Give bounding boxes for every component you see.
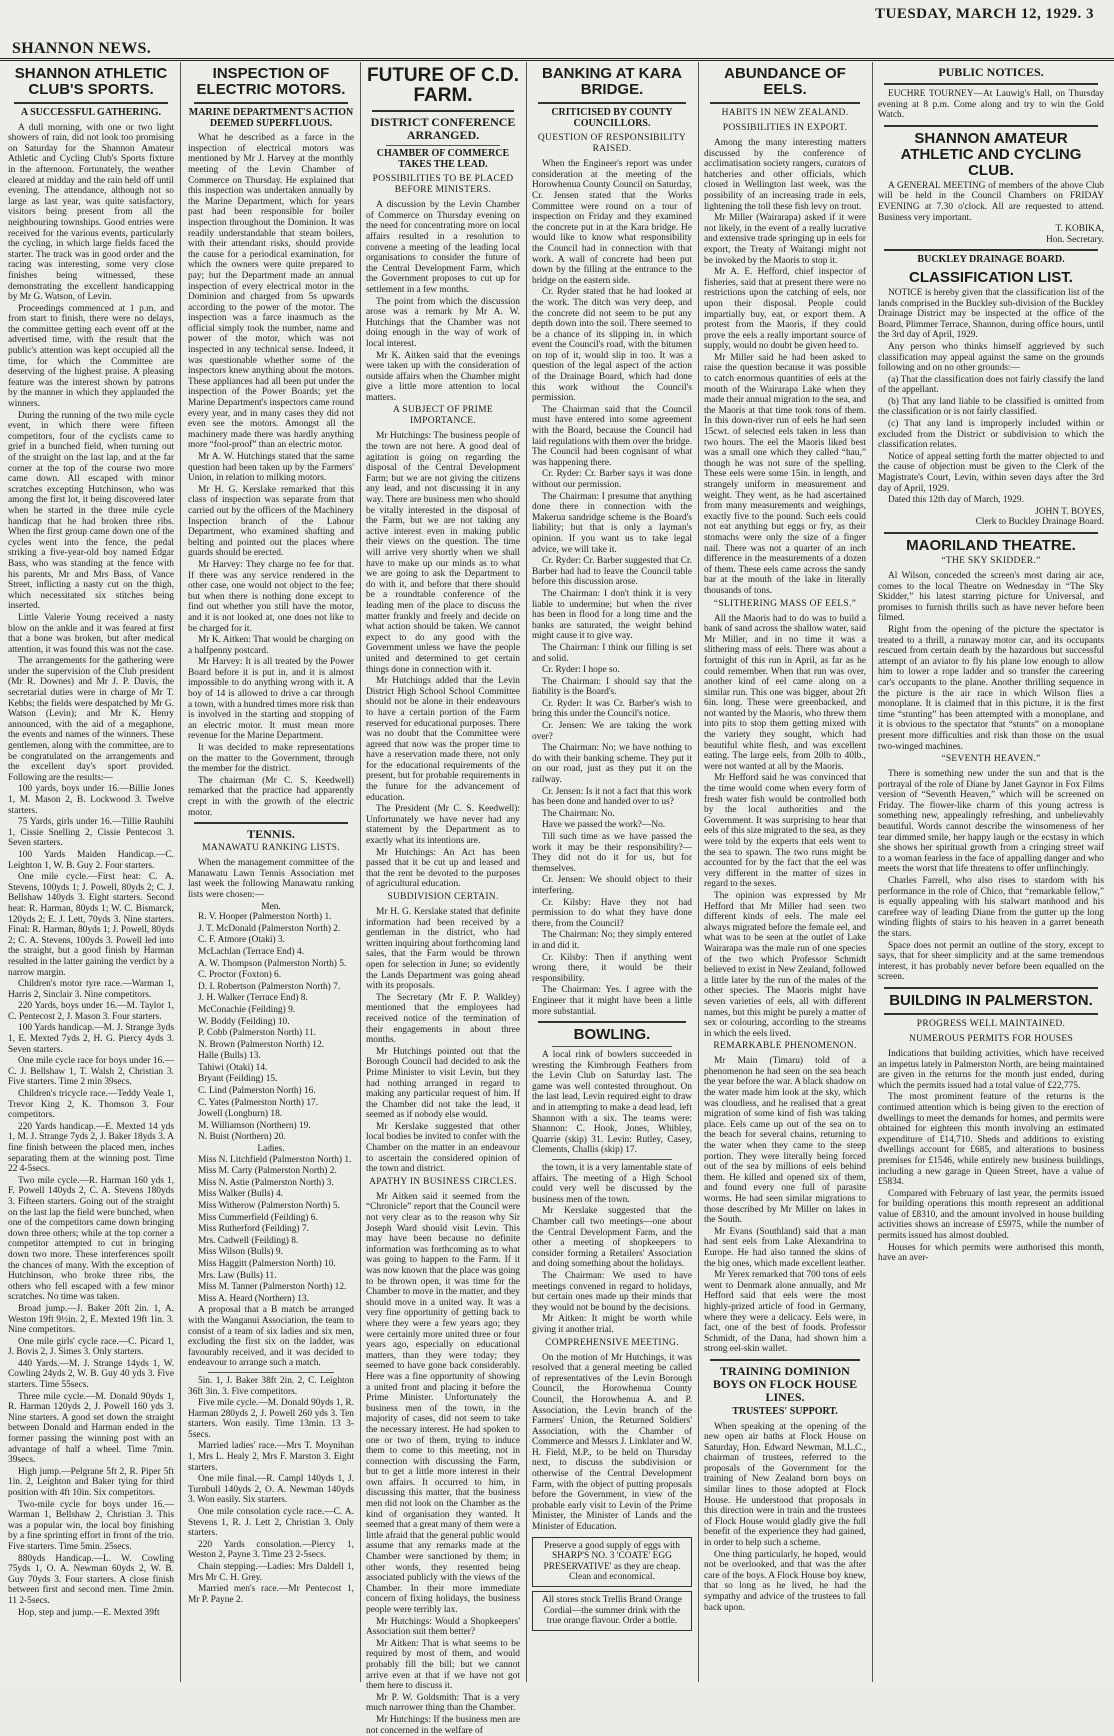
article-subheading: MARINE DEPARTMENT'S ACTION DEEMED SUPERFLUOUS. <box>188 107 354 129</box>
result-line: Hop, step and jump.—E. Mexted 39ft <box>18 1607 160 1618</box>
paragraph: Among the many interesting matters discussed by the conference of acclimatisation society rangers, curators of hatcheries and other officials, which closed in Wellington last week, was the possibility of an increasing trade in eels, lightening the toll these fish levy on trout. <box>704 138 866 212</box>
paragraph: On the motion of Mr Hutchings, it was resolved that a general meeting be called of representatives of the Levin Borough Council, the Horowhenua County Council, the Horowhenua A. and P. Association, the Levin branch of the Farmers' Union, the Returned Soldiers' Association, with the Chamber of Commerce and Messrs J. Linklater and W. H. Field, M.P., to be held on Thursday next, to discuss the subdivision or otherwise of the Central Development Farm, with the object of putting proposals before the Government, in view of the probable early visit to Levin of the Prime Minister, the Minister of Lands and the Minister of Education. <box>532 1352 692 1533</box>
column-divider <box>360 62 361 1682</box>
paragraph: NOTICE is hereby given that the classification list of the lands comprised in the Buckley sub-division of the Buckley Drainage District may be inspected at the office of the Board, Plimmer Terrace, Shannon, during office hours, until the 3rd day of April, 1929. <box>878 287 1104 341</box>
divider <box>538 1021 686 1023</box>
building-subheading: PROGRESS WELL MAINTAINED. <box>916 1018 1066 1029</box>
theatre-subheading: “SEVENTH HEAVEN.” <box>941 754 1041 765</box>
paragraph: The Chairman: No; we have nothing to do with their banking scheme. They put it on our road, just as they put it on the railway. <box>532 743 692 786</box>
paragraph: Any person who thinks himself aggrieved by such classification may appeal against the same on the grounds following and on no other grounds:— <box>878 341 1104 374</box>
paragraph: Mr Hutchings: Would a Shopkeepers' Association suit them better? <box>366 1616 520 1638</box>
paragraph: Houses for which permits were authorised this month, have an aver- <box>878 1242 1104 1264</box>
ladies-heading: Ladies. <box>257 1144 285 1155</box>
result-line: Children's tricycle race.—Teddy Veale 1, Trevor King 2, K. Thomson 3. Four competitors. <box>8 1089 174 1121</box>
paragraph: A proposal that a B match be arranged with the Wanganui Association, the team to consist of a team of six ladies and six men, excluding the first six on the ladder, was favourably received, and it was decided to endeavour to arrange such a match. <box>188 1305 354 1369</box>
ranking-line: Miss M. Carty (Palmerston North) 2. <box>198 1166 337 1177</box>
ranking-line: Miss Walker (Bulls) 4. <box>198 1189 284 1200</box>
result-line: Five mile cycle.—M. Donald 90yds 1, R. Harman 280yds 2, J. Powell 260 yds 3. Ten starters. Won easily. Time 13min. 13 3-5secs. <box>188 1398 354 1440</box>
article-subheading: CRITICISED BY COUNTY COUNCILLORS. <box>551 107 673 129</box>
paragraph: Space does not permit an outline of the story, except to says, that for sheer simplicity and at the same tremendous interest, it has probably never before been equalled on the screen. <box>878 940 1104 983</box>
ranking-line: R. V. Hooper (Palmerston North) 1. <box>198 912 332 923</box>
column-divider <box>872 62 873 1682</box>
paragraph: A GENERAL MEETING of members of the above Club will be held in the Council Chambers on FRIDAY EVENING at 7.30 o'clock. All are requested to attend. Business very important. <box>878 180 1104 223</box>
advertisement-text: All stores stock Trellis Brand Orange Cordial—the summer drink with the true orange flavour. Order a bottle. <box>542 1595 682 1627</box>
notices-headline: PUBLIC NOTICES. <box>938 65 1044 79</box>
paragraph: It was decided to make representations on the matter to the Government, through the member for the district. <box>188 743 354 775</box>
paragraph: Cr. Kilsby: Have they not had permission to do what they have done there, from the Council? <box>532 897 692 929</box>
paragraph: Mr Hefford said he was convinced that the time would come when every form of fresh water fish would be controlled both by the local authorities and the Government. It was surprising to hear that eels of this size migrated to the sea, as they were told by the experts that eels went to the sea to spawn. The two runs might be accounted for by the fact that the eel was very different in the matter of sizes in regard to the sexes. <box>704 773 866 890</box>
paragraph: Proceedings commenced at 1 p.m. and from start to finish, there were no delays, the committee getting each event off at the advertised time, with the result that the public's attention was kept occupied all the time, for which the Committee are deserving of the highest praise. A pleasing feature was the interest shown by patrons by the manner in which they applauded the winners. <box>8 303 174 410</box>
paragraph: Mr Evans (Southland) said that a man had sent eels from Lake Alexandrina to Europe. He had also tanned the skins of the big ones, which made excellent leather. <box>704 1226 866 1269</box>
result-line: Two mile cycle.—R. Harman 160 yds 1, F. Powell 140yds 2, C. A. Stevens 180yds 3. Fifteen starters. Going out of the straight on the last lap the field were bunched, when one of the competitors came down bringing down three others; while at the top corner a competitor attempted to cut in bringing down two more. These interferences spoilt the chances of many. With the exception of Hutchinson, who broke three ribs, the others who fell escaped with a few minor scratches. No time was taken. <box>8 1175 174 1303</box>
paragraph: Cr. Ryder: I hope so. <box>542 665 620 676</box>
paragraph: Cr. Jensen: Is it not a fact that this work has been done and handed over to us? <box>532 786 692 808</box>
paragraph: Cr. Jensen: We should object to their interfering. <box>532 875 692 896</box>
result-line: Children's motor tyre race.—Warman 1, Harris 2, Sinclair 3. Nine competitors. <box>8 979 174 1000</box>
result-line: One mile cycle race for boys under 16.—C. J. Bellshaw 1, T. Walsh 2, Christian 3. Five starters. Time 2 min 39secs. <box>8 1056 174 1088</box>
divider <box>710 102 860 104</box>
result-line: Married ladies' race.—Mrs T. Moynihan 1, Mrs L. Healy 2, Mrs F. Marston 3. Eight starters. <box>188 1441 354 1473</box>
paragraph: Mr Hutchings pointed out that the Borough Council had decided to ask the Prime Minister to visit Levin, but they had nothing arranged in regard to making any particular request of him. If the Chamber did not take the lead, it seemed as if nobody else would. <box>366 1046 520 1121</box>
paragraph: The Chairman: We used to have meetings convened in regard to holidays, but certain ones made up their minds that they would not be bound by the decisions. <box>532 1270 692 1313</box>
ranking-line: Miss Cummerfield (Feilding) 6. <box>198 1212 318 1223</box>
result-line: Two-mile cycle for boys under 16.—Warman 1, Bellshaw 2, Christian 3. This was a popular win, the local boy finishing by a fine sprinting effort in front of the trio. Five starters. Time 5min. 25secs. <box>8 1499 174 1552</box>
masthead-date: TUESDAY, MARCH 12, 1929. 3 <box>874 6 1094 22</box>
ranking-line: Mrs. Law (Bulls) 11. <box>198 1270 277 1281</box>
paragraph: A discussion by the Levin Chamber of Commerce on Thursday evening on the need for concentrating more on local affairs resulted in a resolution to convene a meeting of the leading local organisations to consider the future of the Central Development Farm, which the Government proposes to cut up for settlement in a few months. <box>366 200 520 295</box>
paragraph: The Chairman: No. <box>542 808 615 819</box>
result-line: Chain stepping.—Ladies: Mrs Daldell 1, Mrs Mr C. H. Grey. <box>188 1562 354 1583</box>
paragraph: Mr Aitken said it seemed from the “Chronicle” report that the Council were not very clear as to the reason why Sir Joseph Ward should visit Levin. This may have been because no definite information was forthcoming as to what was going to happen to the Farm. If it was now known that the place was going to be thrown open, it was time for the Chamber to move in the matter, and they should move in a united way. It was a very fine opportunity of getting back to where they were a few years ago; they were certainly more united three or four years ago, especially on educational matters, than they were today; they seemed to have gone back considerably. Here was a fine opportunity of showing a united front and placing it before the Prime Minister. Unfortunately the business men of the town, in the majority of cases, did not seem to take the necessary interest. He had spoken to one or two of them, trying to induce them to come to this meeting, not in connection with discussing the Farm, but to get a little more interest in their own affairs. It occurred to him, in discussing this matter, that the business men did not look on the Chamber as the kind of organisation they wanted. It seemed that a great many of them were a little afraid that the general public would assume that any remarks made at the Chamber were sanctioned by them; in other words, they resented being associated publicly with the views of the Chamber. In their more immediate concern of fixing holidays, the business people were terribly lax. <box>366 1191 520 1615</box>
paragraph: When speaking at the opening of the new open air baths at Flock House on Saturday, Hon. Edward Newman, M.L.C., chairman of trustees, referred to the proposals of the Government for the training of New Zealand born boys on similar lines to those adopted at Flock House. He understood that proposals in this direction were in train and the trustees of Flock House would gladly give the full benefit of the experience they had gained, in order to help such a scheme. <box>704 1421 866 1549</box>
paragraph: Mr Hutchings: If the business men are not concerned in the welfare of <box>366 1714 520 1736</box>
board-notice-heading: BUCKLEY DRAINAGE BOARD. <box>917 254 1065 266</box>
ranking-line: D. I. Robertson (Palmerston North) 7. <box>198 981 341 992</box>
paragraph: A local rink of bowlers succeeded in wresting the Kimbrough Feathers from the Levin Club on Saturday last. The game was well contested throughout. On the last lead, Levin required eight to draw and in attempting to make a dead lead, left Shannon with a six. The teams were: Shannon: C. Hook, Jones, Whibley, Quarrie (skip) 31. Levin: Rutley, Casey, Clements, Challis (skip) 17. <box>532 1050 692 1156</box>
paragraph: The chairman (Mr C. S. Keedwell) remarked that the practice had apparently crept in with the growth of the electric motor. <box>188 775 354 818</box>
classification-headline: CLASSIFICATION LIST. <box>909 268 1073 286</box>
ranking-line: Miss M. Tanner (Palmerston North) 12. <box>198 1282 347 1293</box>
article-subheading: HABITS IN NEW ZEALAND. <box>721 108 849 118</box>
result-line: 880yds Handicap.—L. W. Cowling 75yds 1, O. A. Newman 60yds 2, W. B. Guy 70yds 3. Four starters. A close finish between first and second men. Time 2min. 11 2-5secs. <box>8 1553 174 1606</box>
paragraph: Mr Kerslake suggested that the Chamber call two meetings—one about the Central Development Farm, and the other a meeting of shopkeepers to consider forming a Retailers' Association and doing something about the holidays. <box>532 1206 692 1270</box>
divider <box>194 102 348 104</box>
paragraph: During the running of the two mile cycle event, in which there were fifteen competitors, four of the cyclists came to grief in a bunched field, when turning out of the straight on the last lap, and at the far corner at the top of the course two more came down. All escaped with minor scratches excepting Hutchinson, who was among the first lot, it being discovered later when he started in the three mile cycle handicap that he had broken three ribs. When the first group came down one of the cycles went into the fence, the pedal striking a five-year-old boy named Edgar Bass, who was standing at the fence with his parents, Mr and Mrs Bass, of Vance Street, inflicting a nasty cut on the thigh, which necessitated six stitches being inserted. <box>8 410 174 612</box>
ranking-line: Miss Rutherford (Feilding) 7. <box>198 1224 309 1235</box>
ranking-line: Miss Wilson (Bulls) 9. <box>198 1247 283 1258</box>
divider <box>194 822 348 824</box>
ranking-line: M. Williamson (Northern) 19. <box>198 1120 311 1131</box>
divider <box>884 532 1098 534</box>
column-divider <box>526 62 527 1682</box>
paragraph: Mr Hutchings: An Act has been passed that it be cut up and leased and that the rent be devoted to the purposes of agricultural education. <box>366 847 520 890</box>
ranking-line: N. Brown (Palmerston North) 12. <box>198 1039 325 1050</box>
article-subheading: A SUCCESSFUL GATHERING. <box>20 107 162 118</box>
paragraph: The Chairman: No; they simply entered in and did it. <box>532 930 692 951</box>
paragraph: Mr K. Aitken: That would be charging on a halfpenny postcard. <box>188 635 354 656</box>
divider <box>884 249 1098 251</box>
notice-euchre: EUCHRE TOURNEY—At Lauwig's Hall, on Thursday evening at 8 p.m. Come along and try to win the Gold Watch. <box>878 89 1104 121</box>
result-line: 100 yards, boys under 16.—Billie Jones 1, M. Mason 2, B. Lockwood 3. Twelve starters. <box>8 784 174 816</box>
column-eels <box>704 66 866 1678</box>
result-line: Married men's race.—Mr Pentecost 1, Mr P. Payne 2. <box>188 1584 354 1605</box>
paragraph: Till such time as we have passed the work it may be their responsibility?—They did not do it for us, but for themselves. <box>532 832 692 874</box>
paragraph: All the Maoris had to do was to build a bank of sand across the shallow water, said Mr Miller, and in no time it was a slithering mass of eels. There was about a fortnight of this run in April, as far as he could remember. When that run was over, another kind of eel came along on a similar run. This one was bigger, about 2ft 6in. long. These were greenbacked, and not wanted by the Maoris, who threw them into pits to stop them getting mixed with the variety they sought, which had beautiful white flesh, and was excellent eating. The large eels, from 20lb to 40lb., were not wanted at all by the Maoris. <box>704 613 866 772</box>
result-line: High jump.—Pelgrane 5ft 2, R. Piper 5ft 1in. 2, Leighton and Baker tying for third position with 4ft 10in. Six competitors. <box>8 1466 174 1498</box>
building-subheading: NUMEROUS PERMITS FOR HOUSES <box>908 1033 1074 1044</box>
paragraph: The President (Mr C. S. Keedwell): Unfortunately we have never had any statement by the Department as to exactly what its intentions are. <box>366 804 520 847</box>
article-subheading: POSSIBILITIES TO BE PLACED BEFORE MINISTERS. <box>372 174 514 196</box>
article-headline: INSPECTION OF ELECTRIC MOTORS. <box>196 65 346 98</box>
paragraph: (a) That the classification does not fairly classify the land of the appellant. <box>878 374 1104 396</box>
ranking-line: Bryant (Feilding) 15. <box>198 1074 278 1085</box>
divider <box>552 1046 672 1047</box>
divider <box>884 1013 1098 1015</box>
theatre-subheading: “THE SKY SKIDDER.” <box>941 556 1041 566</box>
divider <box>884 83 1098 85</box>
ranking-line: C. F. Atmore (Otaki) 3. <box>198 935 286 946</box>
paragraph: The Chairman: I presume that anything done there in connection with the Makerua sandridge scheme is the Board's liability; but that is only a layman's opinion. If you want us to take legal advice, we will take it. <box>532 491 692 555</box>
club-notice-headline: SHANNON AMATEUR ATHLETIC AND CYCLING CLUB. <box>900 129 1082 179</box>
column-kara-bridge <box>532 66 692 1678</box>
result-line: 100 Yards handicap.—M. J. Strange 3yds 1, E. Mexted 7yds 2, H. G. Piercy 4yds 3. Seven starters. <box>8 1023 174 1055</box>
paragraph: Cr. Ryder: It was Cr. Barber's wish to bring this under the Council's notice. <box>532 698 692 720</box>
column-public-notices <box>878 66 1104 1678</box>
result-line: One mile girls' cycle race.—C. Picard 1, J. Bovis 2, J. Simes 3. Only starters. <box>8 1336 174 1358</box>
tennis-headline: TENNIS. <box>247 827 295 842</box>
bowling-headline: BOWLING. <box>573 1026 651 1044</box>
men-heading: Men. <box>261 901 281 912</box>
paragraph: The Chairman: I should say that the liability is the Board's. <box>532 676 692 698</box>
signature-title: Hon. Secretary. <box>1046 234 1104 245</box>
article-subheading: QUESTION OF RESPONSIBILITY RAISED. <box>537 133 687 155</box>
paragraph: Charles Farrell, who also rises to stardom with his performance in the role of Chico, that “remarkable fellow,” is equally appealing with his stalwart manhood and his carefree way of leading Diane from the gutter up the long winding flights of stairs to his heaven in a garret beneath the stars. <box>878 876 1104 939</box>
paragraph: The opinion was expressed by Mr Hefford that Mr Miller had seen two different kinds of eels. The male eel always migrated before the female eel, and what was to be seen at the outlet of Lake Wairarapa was the male run of one species of the two which Professor Schmidt believed to exist in New Zealand, followed a little later by the run of the males of the other species. The Maoris might have seven varieties of eels, all with different names, but this might be purely a matter of sex or colouring, according to the streams in which the eels lived. <box>704 890 866 1039</box>
masthead-rule <box>0 58 1114 61</box>
ranking-line: C. Lind (Palmerston North) 16. <box>198 1086 316 1097</box>
paragraph: The Chairman: Yes. I agree with the Engineer that it might have been a little more substantial. <box>532 985 692 1017</box>
result-line: 220 Yards, boys under 16.—M. Taylor 1, C. Pentecost 2, J. Mason 3. Four starters. <box>8 1001 174 1022</box>
divider <box>14 102 168 104</box>
paragraph: Cr. Ryder stated that he had looked at the work. The ditch was very deep, and the concrete did not seem to be put any depth down into the soil. There seemed to be a chance of its slipping in, in which event the Council's road, with the bitumen on top of it, would slip in too. It was a question of the legal aspect of the action of the Drainage Board, which had done this work without the Council's permission. <box>532 287 692 404</box>
article-subheading: DISTRICT CONFERENCE ARRANGED. <box>370 115 516 142</box>
section-subheading: REMARKABLE PHENOMENON. <box>713 1041 857 1052</box>
advertisement <box>532 1537 692 1587</box>
paragraph: Mr H. G. Kerslake stated that definite information had been received by a gentleman in the district, who had written inquiring about forthcoming land sales, that the Farm would be thrown open for selection in June; so evidently the Lands Department was going ahead with its proposals. <box>366 907 520 992</box>
article-subheading: CHAMBER OF COMMERCE TAKES THE LEAD. <box>376 148 510 170</box>
column-cd-farm <box>366 65 520 1736</box>
article-headline: BANKING AT KARA BRIDGE. <box>542 65 682 98</box>
paragraph: Mr Harvey: They charge no fee for that. If there was any service rendered in the other case, one would not object to the fee; but when there is nothing done except to find out whether you still have the motor, and it is not looked at, one does not like to be charged for it. <box>188 559 354 634</box>
divider <box>710 1359 860 1361</box>
paragraph: Mr Main (Timaru) told of a phenomenon he had seen on the sea beach the year before the war. A black shadow on the water made him look at the sky, which was cloudless, and he realised that a great migration of some kind of fish was taking place. Eels came up out of the sea on to the beach for several chains, returning to the water when they came to the steep portion. They were literally being forced out of the sea by millions of eels behind them. He killed and opened six of them, and found every one full of parasite worms. He had seen similar migrations to those described by Mr Miller on lakes in the South. <box>704 1056 866 1226</box>
ranking-line: McLachlan (Terrace End) 4. <box>198 946 305 957</box>
tennis-subheading: MANAWATU RANKING LISTS. <box>202 843 340 854</box>
divider <box>552 1159 672 1160</box>
paragraph: Mr Yerex remarked that 700 tons of eels went to Denmark alone annually, and Mr Hefford said that eels were the most highly-prized article of food in Germany, where they were a delicacy. Eels were, in fact, one of the best of foods. Professor Schmidt, of the Dana, had shown him a strong eel-skin wallet. <box>704 1270 866 1355</box>
paragraph: When the Engineer's report was under consideration at the meeting of the Horowhenua County Council on Saturday, Cr. Jensen stated that the Works Committee were round on a tour of inspection on Friday and they examined the concrete put in at the Kara bridge. He would like to know what responsibility the Council had in connection with that work. A wall of concrete had been put down by the filling at the entrance to the bridge on the eastern side. <box>532 159 692 286</box>
result-line: 100 Yards Maiden Handicap.—C. Leighton 1, W. B. Guy 2. Four starters. <box>8 849 174 871</box>
training-headline: TRAINING DOMINION BOYS ON FLOCK HOUSE LINES. <box>712 1363 858 1404</box>
paragraph: When the management committee of the Manawatu Lawn Tennis Association met last week the following Manawatu ranking lists were chosen:— <box>188 858 354 900</box>
ranking-line: P. Cobb (Palmerston North) 11. <box>198 1028 316 1039</box>
paragraph: Mr Aitken: That is what seems to be required by most of them, and would probably fill the bill; but we cannot arrive even at that if we have not got them here to discuss it. <box>366 1638 520 1692</box>
ranking-line: Miss A. Heard (Northern) 13. <box>198 1293 309 1304</box>
divider <box>538 102 686 104</box>
paragraph: Little Valerie Young received a nasty blow on the ankle and it was feared at first that a bone was broken, but after medical attention, it was found this was not the case. <box>8 612 174 655</box>
paragraph: Mr Aitken: It might be worth while giving it another trial. <box>532 1314 692 1335</box>
paragraph: Mr H. G. Kerslake remarked that this class of inspection was separate from that carried out by the officers of the Machinery Inspection branch of the Labour Department, who examined shafting and belting and pointed out the places where guards should be erected. <box>188 484 354 559</box>
section-subheading: COMPREHENSIVE MEETING. <box>545 1337 679 1348</box>
divider <box>884 987 1098 989</box>
paragraph: (c) That any land is improperly included within or excluded from the District or subdivision to which the classification relates. <box>878 419 1104 451</box>
paragraph: Compared with February of last year, the permits issued for building operations this month represent an additional value of £8310, and the amount involved in house building activities shows an increase of £5975, while the number of permits issued has almost doubled. <box>878 1188 1104 1242</box>
result-line: Broad jump.—J. Baker 20ft 2in. 1, A. Weston 19ft 9½in. 2, E. Mexted 19ft 1in. 3. Nine competitors. <box>8 1303 174 1336</box>
ranking-line: Tahiwi (Otaki) 14. <box>198 1062 268 1073</box>
result-line: One mile cycle.—First heat: C. A. Stevens, 100yds 1; J. Powell, 80yds 2; C. J. Bellshaw 140yds 3. Eight starters. Second heat: R. Harman, 80yds 1; W. C. Bismarck, 120yds 2; E. J. Lett, 70yds 3. Nine starters. Final: R. Harman, 80yds 1; J. Powell, 80yds 2; C. A. Stevens, 100yds 3. Powell led into the straight, but a good finish by Harman resulted in the latter gaining the verdict by a narrow margin. <box>8 872 174 978</box>
section-subheading: SUBDIVISION CERTAIN. <box>387 892 499 902</box>
paragraph: Dated this 12th day of March, 1929. <box>888 495 1024 506</box>
divider <box>386 145 500 146</box>
paragraph: The Chairman: I don't think it is very liable to undermine; but when the river has been in flood for a long time and the banks are saturated, the weight behind might cause it to give way. <box>532 588 692 642</box>
result-line: 5in. 1, J. Baker 38ft 2in. 2, C. Leighton 36ft 3in. 3. Five competitors. <box>188 1375 354 1397</box>
ranking-line: A. W. Thompson (Palmerston North) 5. <box>198 958 347 969</box>
paragraph: The Secretary (Mr F. P. Walkley) mentioned that the employees had received notice of the termination of their engagements in about three months. <box>366 992 520 1046</box>
paragraph: Mr Miller said he had been asked to raise the question because it was possible to catch enormous quantities of eels at the mouth of the Wairarapa Lake when they made their annual migration to the sea, and the Maoris at that time took tons of them. In this down-river run of eels he had seen 15cwt. of selected eels taken in less than two hours. The eel the Maoris liked best was a small one which they called “hau,” though he was not sure of the spelling. These eels were some 15in. in length, and strangely uniform in measurement and weight. They went, as he had ascertained from many measurements and weighings, exactly five to the pound. Such eels could not eat anything but eggs or fry, as their stomachs were only the size of a finger nail. There was not a quarter of an inch difference in the measurements of a dozen of them. These eels came across the sandy bar at the mouth of the lake in literally thousands of tons. <box>704 352 866 596</box>
section-subheading: A SUBJECT OF PRIME IMPORTANCE. <box>393 405 493 427</box>
theatre-headline: MAORILAND THEATRE. <box>906 537 1076 554</box>
ranking-line: Miss Witherow (Palmerston North) 5. <box>198 1201 340 1211</box>
building-headline: BUILDING IN PALMERSTON. <box>889 991 1093 1009</box>
paragraph: Al Wilson, conceded the screen's most daring air ace, comes to the local Theatre on Wednesday in “The Sky Skidder,” his latest starring picture for Universal, and promises to furnish thrills such as have never before been filmed. <box>878 571 1104 624</box>
signature: JOHN T. BOYES, <box>1035 506 1104 517</box>
paragraph: the town, it is a very lamentable state of affairs. The meeting of a High School could very well be discussed by the business men of the town. <box>532 1163 692 1205</box>
ranking-line: Miss Haggitt (Palmerston North) 10. <box>198 1258 336 1269</box>
ranking-line: C. Yates (Palmerston North) 17. <box>198 1097 319 1108</box>
ranking-line: N. Buist (Northern) 20. <box>198 1132 286 1143</box>
paragraph: The Chairman: I think our filling is set and solid. <box>532 642 692 664</box>
signature: T. KOBIKA, <box>1055 224 1104 235</box>
divider <box>372 110 514 112</box>
paragraph: Mr P. W. Goldsmith: That is a very much narrower thing than the Chamber. <box>366 1692 520 1714</box>
paragraph: There is something new under the sun and that is the portrayal of the role of Diane by Janet Gaynor in Fox Films version of “Seventh Heaven,” which will be screened on Friday. The flower-like charm of this young actress is something new, appealingly refreshing, and unbelievably beautiful. Words cannot describe the winsomeness of her tear dimmed smile, her happy laugh or the ecstasy in which she shows her spiritual growth from a cringing street waif to a woman fearless in the face of appalling danger and who meets the worst that life threatens to offer unflinchingly. <box>878 769 1104 875</box>
advertisement <box>532 1591 692 1631</box>
article-subheading: POSSIBILITIES IN EXPORT. <box>722 123 848 133</box>
paragraph: Mr Kerslake suggested that other local bodies be invited to confer with the Chamber on the matter in an endeavour to ascertain the considered opinion of the town and district. <box>366 1121 520 1175</box>
article-headline: FUTURE OF C.D. FARM. <box>367 65 519 106</box>
paragraph: What he described as a farce in the inspection of electrical motors was mentioned by Mr J. Harvey at the monthly meeting of the Levin Chamber of Commerce on Thursday. He explained that this inspection was undertaken annually by the Marine Department, which for years past had been responsible for boiler inspection throughout the Dominion. It was readily understandable that steam boilers, with their attendant risks, should provide the cause for a periodical examination, for which the owners were quite prepared to pay; but the Department made an annual inspection of every electrical motor in the Dominion and charged from 5s upwards according to the power of the motor. The inspection was a farce inasmuch as the official simply took the number, name and power of the motor, which was not inspected in any technical sense. Indeed, it was questionable whether some of the inspectors knew anything about the motors. These appliances had all been put under the inspection of the Power Boards; yet the Marine Department's inspectors came round every year, and in many cases they did not even see the motors. Amongst all the machinery made there was hardly anything more “fool-proof” than an electric motor. <box>188 133 354 451</box>
paragraph: Right from the opening of the picture the spectator is treated to a thrill, a runaway motor car, and its occupants rescued from certain death by the hazardous but successful attempt of an aviator to fly his plane low enough to allow him to lower a rope ladder and so transfer the careering car's occupants to the plane. Another thrilling sequence in the picture is the air race in which Wilson flies a monoplane. It is claimed that in this picture, it is the first time “stunting” has been attempted with a monoplane, and it is obvious to the spectator that “stunts” on a monoplane present more difficulties and risk than those on the usual two-winged machines. <box>878 624 1104 752</box>
result-line: One mile consolation cycle race.—C. A. Stevens 1, R. J. Lett 2, Christian 3. Only starters. <box>188 1507 354 1539</box>
result-line: 75 Yards, girls under 16.—Tillie Rauhihi 1, Cissie Snelling 2, Cissie Pentecost 3. Seven starters. <box>8 817 174 849</box>
paragraph: Indications that building activities, which have received an impetus lately in Palmerston North, are being maintained are given in the returns for the month just ended, during which the permits issued had a total value of £22,775. <box>878 1048 1104 1091</box>
masthead <box>0 0 1114 62</box>
paragraph: Mr A. E. Hefford, chief inspector of fisheries, said that at present there were no restrictions upon the catching of eels, nor upon their disposal. People could impartially buy, eat, or export them. A protest from the Maoris, if they could prove the eels a really important source of supply, would no doubt be given heed to. <box>704 267 866 352</box>
paragraph: The arrangements for the gathering were under the supervision of the Club president (Mr R. Downes) and Mr J. P. Davis, the secretarial duties were in charge of Mr T. Kebbs; the fields were despatched by Mr G. Watson (Levin); and Mr K. Henry announced, with the aid of a megaphone, the events and names of the winners. These gentlemen, along with the committee, are to be congratulated on the arrangements and the excellent day's sport provided. Following are the results:— <box>8 656 174 783</box>
paragraph: Mr K. Aitken said that the evenings were taken up with the consideration of outside affairs when the Chamber might give a little more attention to local matters. <box>366 350 520 403</box>
ranking-line: W. Boddy (Feilding) 10. <box>198 1016 290 1027</box>
paragraph: Mr A. W. Hutchings stated that the same question had been taken up by the Farmers' Union, in relation to milking motors. <box>188 452 354 484</box>
paragraph: Cr. Ryder: Cr. Barber says it was done without our permission. <box>532 469 692 490</box>
result-line: 220 Yards consolation.—Piercy 1, Weston 2, Payne 3. Time 23 2-5secs. <box>188 1539 354 1561</box>
paragraph: Mr Hutchings: The business people of the town are not here. A good deal of agitation is going on regarding the disposal of the Central Development Farm; but we are not giving the citizens any lead, and not discussing it in any way. There are business men who should be vitally interested in the disposal of the Farm, but we are not taking any active interest even in making public their views on the question. The time will arrive very shortly when we shall have to make up our minds as to what we are going to ask the Department to do with it, and before that there should be a roundtable conference of the leading men of the place to discuss the matter frankly and freely and decide on what action should be taken. We cannot expect to do any good with the Government unless we have the people united and determined to get certain things done in connection with it. <box>366 431 520 675</box>
divider <box>884 125 1098 127</box>
paragraph: Notice of appeal setting forth the matter objected to and the cause of objection must be given to the Clerk of the Magistrate's Court, Levin, within seven days after the 3rd day of April, 1929. <box>878 451 1104 494</box>
paragraph: Have we passed the work?—No. <box>542 820 666 831</box>
result-line: One mile final.—R. Campl 140yds 1, J. Turnbull 140yds 2, O. A. Newman 140yds 3. Won easily. Six starters. <box>188 1474 354 1506</box>
paragraph: Mr Miller (Wairarapa) asked if it were not likely, in the event of a really lucrative and extensive trade springing up in eels for export, the Treaty of Waitangi might not be invoked by the Maoris to stop it. <box>704 213 866 266</box>
paragraph: The Chairman said that the Council must have entered into some agreement with the Board, because the Council had laid regulations with them over the bridge. The Council had been cognisant of what was happening there. <box>532 404 692 468</box>
article-headline: SHANNON ATHLETIC CLUB'S SPORTS. <box>14 65 168 98</box>
divider <box>208 1372 334 1373</box>
paragraph: One thing particularly, he hoped, would not be overlooked, and that was the after care of the boys. A Flock House boy knew, that so long as he lived, he had the sympathy and advice of the trustees to fall back upon. <box>704 1549 866 1613</box>
ranking-line: Miss N. Litchfield (Palmerston North) 1. <box>198 1154 352 1165</box>
ranking-line: Jowell (Longburn) 18. <box>198 1109 283 1120</box>
paragraph: The point from which the discussion arose was a remark by Mr A. W. Hutchings that the Chamber was not doing enough in the way of work of local interest. <box>366 296 520 349</box>
paragraph: Mr Hutchings added that the Levin District High School School Committee should not be alone in their endeavours to have a certain portion of the Farm reserved for educational purposes. There was no doubt that the Committee were agreed that now was the proper time to have a reservation made there, not only for the educational requirements of the present, but for probable requirements in the future for the advancement of education. <box>366 676 520 803</box>
ranking-line: Miss N. Astie (Palmerston North) 3. <box>198 1177 334 1188</box>
ranking-line: J. H. Walker (Terrace End) 8. <box>198 993 308 1004</box>
paragraph: Cr. Jensen: We are taking the work over? <box>532 721 692 742</box>
column-divider <box>698 62 699 1682</box>
ranking-line: Halle (Bulls) 13. <box>198 1051 261 1062</box>
ranking-line: McConachie (Feilding) 9. <box>198 1004 296 1015</box>
signature-title: Clerk to Buckley Drainage Board. <box>975 517 1104 528</box>
result-line: 220 Yards handicap.—E. Mexted 14 yds 1, M. J. Strange 7yds 2, J. Baker 18yds 3. A fine finish between the placed men, inches separating them at the winning post. Time 22 4-5secs. <box>8 1121 174 1175</box>
ranking-line: J. T. McDonald (Palmerston North) 2. <box>198 923 341 934</box>
section-subheading: APATHY IN BUSINESS CIRCLES. <box>369 1176 517 1187</box>
advertisement-text: Preserve a good supply of eggs with SHARP'S NO. 3 'COATE' EGG PRESERVATIVE' as they are cheap. Clean and economical. <box>543 1540 681 1583</box>
paragraph: Mr Harvey: It is all treated by the Power Board before it is put in, and it is almost impossible to do anything wrong with it. A boy of 14 is allowed to drive a car through a town, with a hundred times more risk than is involved in the starting and stopping of an electric motor. It must mean more revenue for the Marine Department. <box>188 657 354 742</box>
result-line: 440 Yards.—M. J. Strange 14yds 1, W. Cowling 24yds 2, W. B. Guy 40 yds 3. Five starters. Time 55secs. <box>8 1358 174 1391</box>
paragraph: (b) That any land liable to be classified is omitted from the classification or is not fairly classified. <box>878 396 1104 418</box>
ranking-line: Mrs. Cadwell (Feilding) 8. <box>198 1235 299 1246</box>
column-electric-motors <box>188 66 354 1678</box>
ranking-line: C. Proctor (Foxton) 6. <box>198 970 282 981</box>
paragraph: The most prominent feature of the returns is the continued attention which is being given to the erection of dwellings to meet the demands for homes, and permits were obtained for eighteen this month involving an estimated expenditure of £14,710. Sheds and additions to existing dwellings account for £685, and alterations to business premises for £1546, while entirely new business buildings, including a new garage in Queen Street, have a value of £5834. <box>878 1092 1104 1188</box>
paragraph: A dull morning, with one or two light showers of rain, did not look too promising on Saturday for the Shannon Amateur Athletic and Cycling Club's Sports fixture in the afternoon. Fortunately, the weather cleared at midday and the rain held off until evening. The attendance, although not so large as last year, was quite satisfactory, visitors being present from all the neighbouring townships. Good entries were received for the various events, particularly the cycling, in which large fields faced the starter. The track was in good order and the racing was interesting, some very close finishes being witnessed, these demonstrating the excellent handicapping by Mr G. Watson, of Levin. <box>8 122 174 303</box>
section-subheading: “SLITHERING MASS OF EELS.” <box>713 598 857 609</box>
paragraph: Cr. Kilsby: Then if anything went wrong there, it would be their responsibility. <box>532 952 692 984</box>
paragraph: Cr. Ryder: Cr. Barber suggested that Cr. Barber had had to leave the Council table before this discussion arose. <box>532 556 692 588</box>
result-line: Three mile cycle.—M. Donald 90yds 1, R. Harman 120yds 2, J. Powell 160 yds 3. Nine starters. A good set down the straight between Donald and Harman ended in the former passing the winning post with an advantage of half a wheel. Time 7min. 39secs. <box>8 1391 174 1466</box>
masthead-title: SHANNON NEWS. <box>12 40 152 57</box>
article-headline: ABUNDANCE OF EELS. <box>724 65 846 98</box>
column-athletic-sports <box>8 66 174 1678</box>
training-subheading: TRUSTEES' SUPPORT. <box>732 1405 838 1417</box>
column-divider <box>180 62 181 1682</box>
